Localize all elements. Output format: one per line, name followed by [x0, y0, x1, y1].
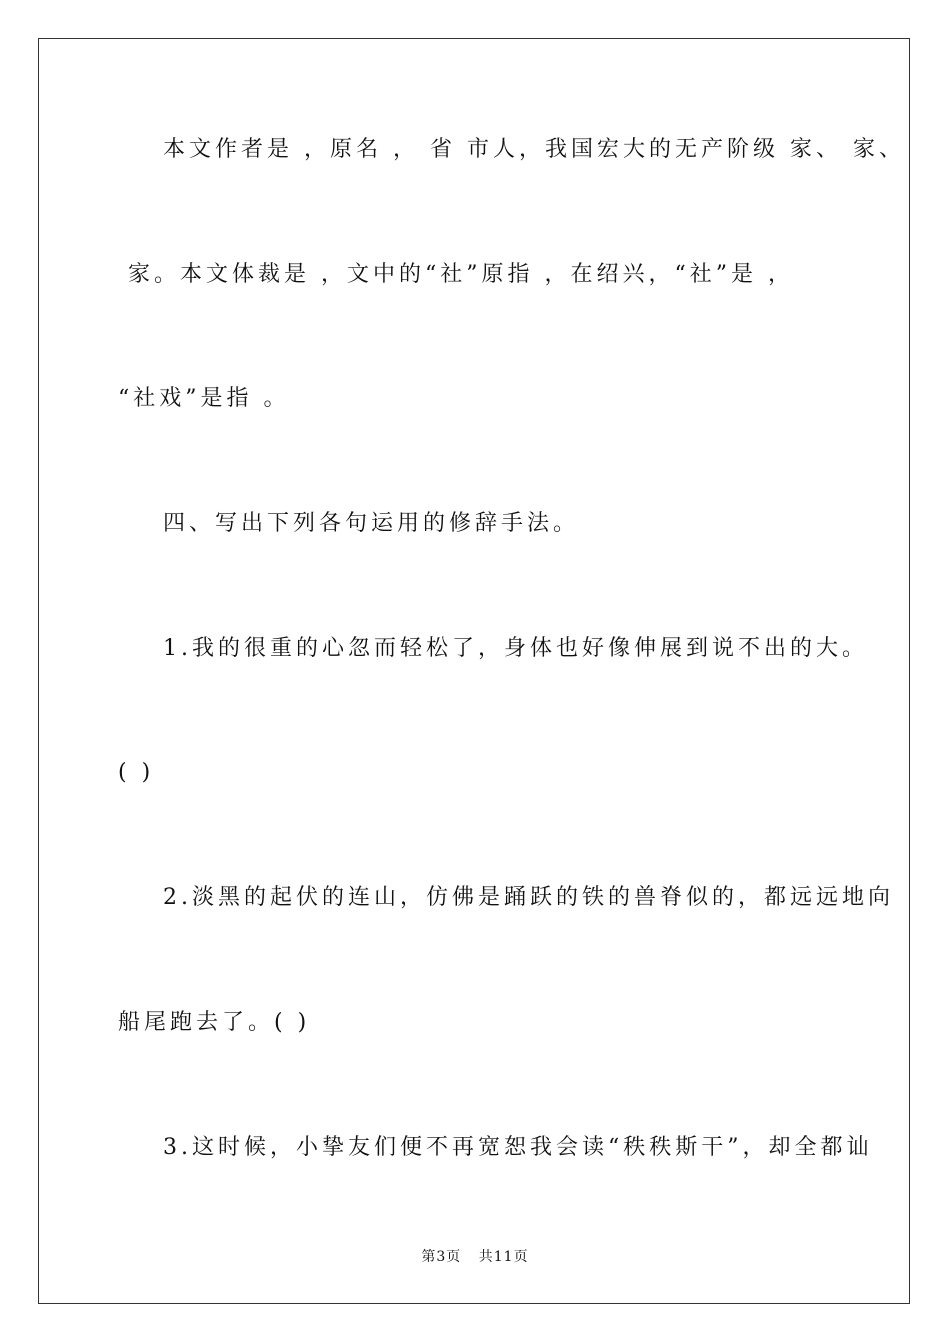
paragraph-line-1: 本文作者是 ，原名 ， 省 市人，我国宏大的无产阶级 家、 家、 — [163, 137, 905, 162]
page-total: 共11页 — [478, 1249, 529, 1265]
question-3-line-1: 3.这时候，小挚友们便不再宽恕我会读“秩秩斯干”，却全都讪 — [163, 1135, 873, 1160]
question-1-line-1: 1.我的很重的心忽而轻松了，身体也好像伸展到说不出的大。 — [163, 636, 868, 661]
section-heading: 四、写出下列各句运用的修辞手法。 — [163, 511, 580, 536]
page-frame — [38, 38, 910, 1304]
paragraph-line-3: “社戏”是指 。 — [118, 386, 290, 411]
paragraph-line-2: 家。本文体裁是 ，文中的“社”原指 ，在绍兴，“社”是 ， — [128, 262, 794, 287]
page-footer — [0, 1248, 950, 1266]
question-2-line-2: 船尾跑去了。( ) — [118, 1010, 311, 1035]
question-2-line-1: 2.淡黑的起伏的连山，仿佛是踊跃的铁的兽脊似的，都远远地向 — [163, 885, 894, 910]
question-1-answer-blank: ( ) — [118, 760, 155, 785]
page-number: 第3页 — [421, 1249, 462, 1265]
